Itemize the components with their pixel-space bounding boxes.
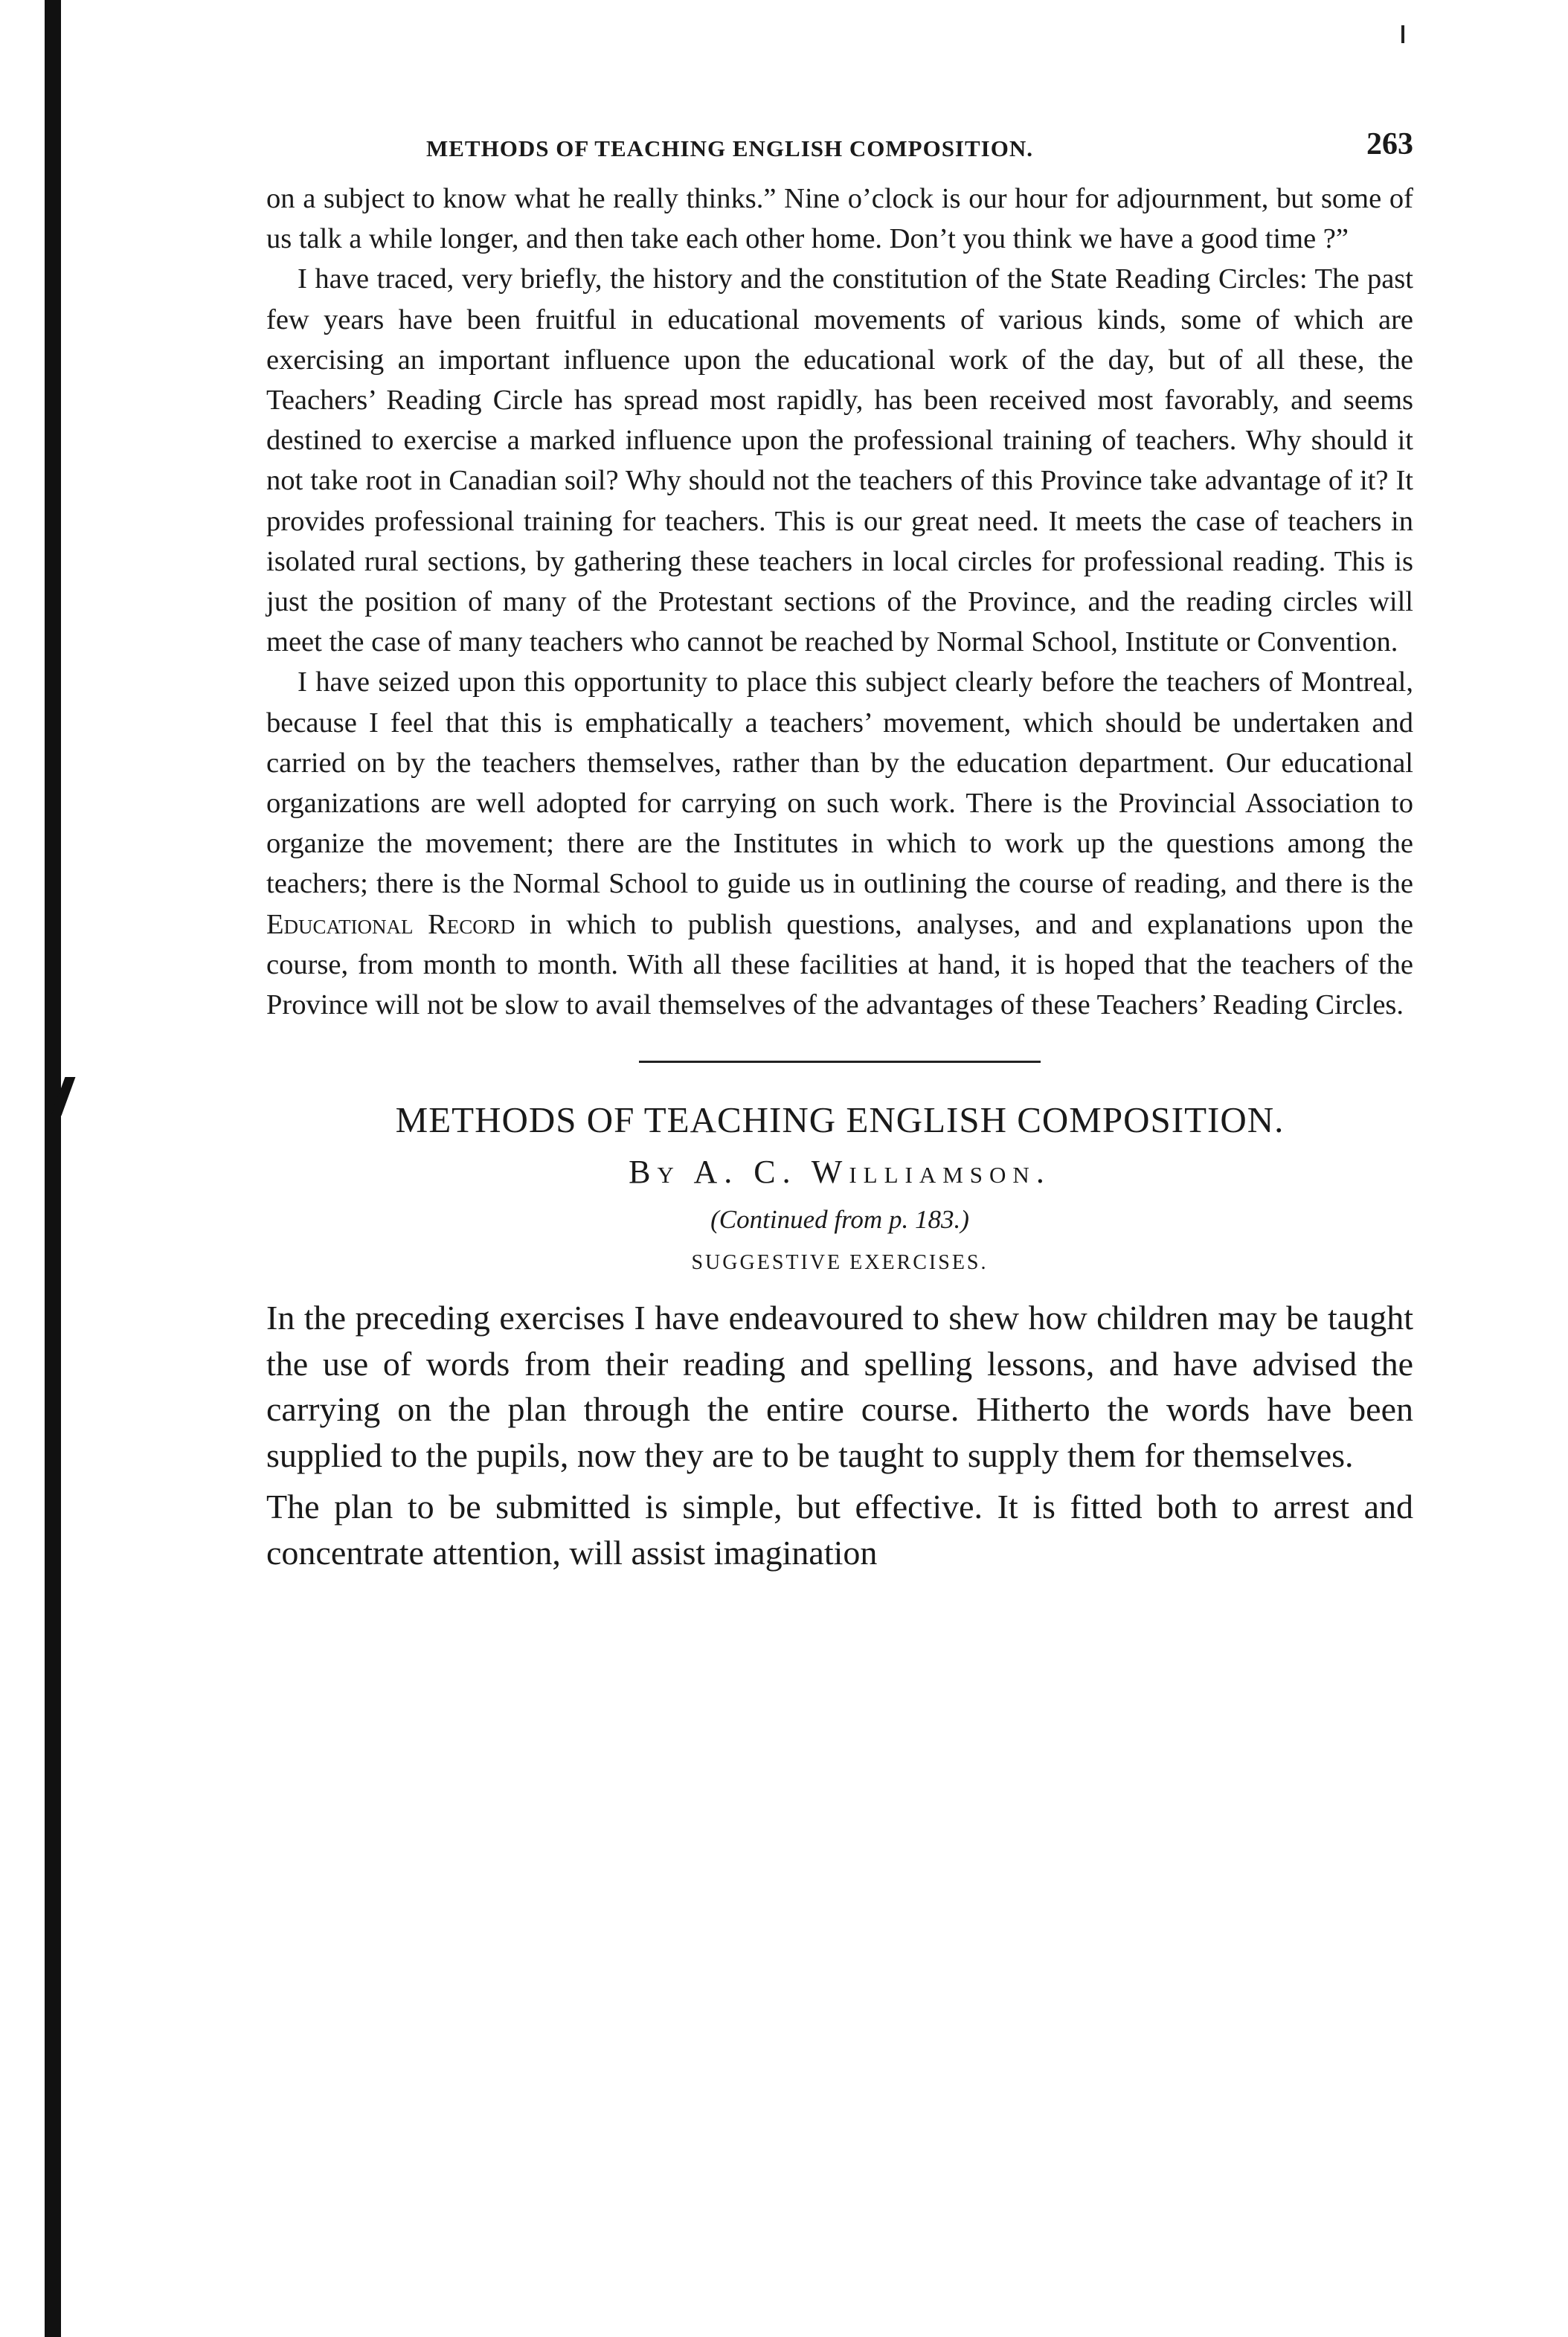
continued-note-text: (Continued from p. 183.) [710,1205,969,1235]
paragraph-text: I have seized upon this opportunity to place this subject clearly before the teachers of Montreal, because I feel that this is emphatically a teachers’ movement, which should be undertaken and carried on by the teachers themselves, rather than by the education department. Our educational organizations are well adopted for carrying on such work. There is the Provincial Association to organize the movement; there are the Institutes in which to work up the questions among the teachers; there is the Normal School to guide us in outlining the course of reading, and there is the [266,666,1413,900]
paragraph-text: in which to publish questions, analyses, and and explanations upon the course, from month to month. With all these facilities at hand, it is hoped that the teachers of the Province will not be slow to avail themselves of the advantages of these Teachers’ Reading Circles. [266,908,1413,1021]
paragraph [266,662,1413,1025]
article-text [266,1295,1413,1575]
paragraph: on a subject to know what he really thinks.” Nine o’clock is our hour for adjournment, but some of us talk a while longer, and then take each other home. Don’t you think we have a good time ?” [266,183,1413,255]
binding-edge [45,0,61,2337]
previous-article-text [266,179,1413,1025]
paragraph: The plan to be submitted is simple, but effective. It is fitted both to arrest and concentrate attention, will assist imagination [266,1488,1413,1572]
running-head-title: METHODS OF TEACHING ENGLISH COMPOSITION. [426,135,1033,161]
paragraph: I have traced, very briefly, the history and the constitution of the State Reading Circles: The past few years have been fruitful in educational movements of various kinds, some of which are exercising an important influence upon the educational work of the day, but of all these, the Teachers’ Reading Circle has spread most rapidly, has been received most favorably, and seems destined to exercise a marked influence upon the professional training of teachers. Why should it not take root in Canadian soil? Why should not the teachers of this Province take advantage of it? It provides professional training for teachers. This is our great need. It meets the case of teachers in isolated rural sections, by gathering these teachers in local circles for professional reading. This is just the position of many of the Protestant sections of the Province, and the reading circles will meet the case of many teachers who cannot be reached by Normal School, Institute or Convention. [266,263,1413,658]
article-byline: By A. C. Williamson. [629,1154,1051,1191]
journal-name: Educational Record [266,908,515,940]
paragraph: In the preceding exercises I have endeavoured to shew how children may be taught the use of words from their reading and spelling lessons, and have advised the carrying on the plan through the entire course. Hitherto the words have been supplied to the pupils, now they are to be taught to supply them for themselves. [266,1299,1413,1474]
section-heading: SUGGESTIVE EXERCISES. [691,1251,989,1275]
continued-note [266,1198,1413,1241]
page-number: 263 [1366,127,1413,161]
scan-speck [1401,25,1404,43]
page [266,126,1413,1575]
running-head [266,126,1413,179]
section-divider [639,1061,1041,1063]
article-title: METHODS OF TEACHING ENGLISH COMPOSITION. [395,1099,1285,1141]
